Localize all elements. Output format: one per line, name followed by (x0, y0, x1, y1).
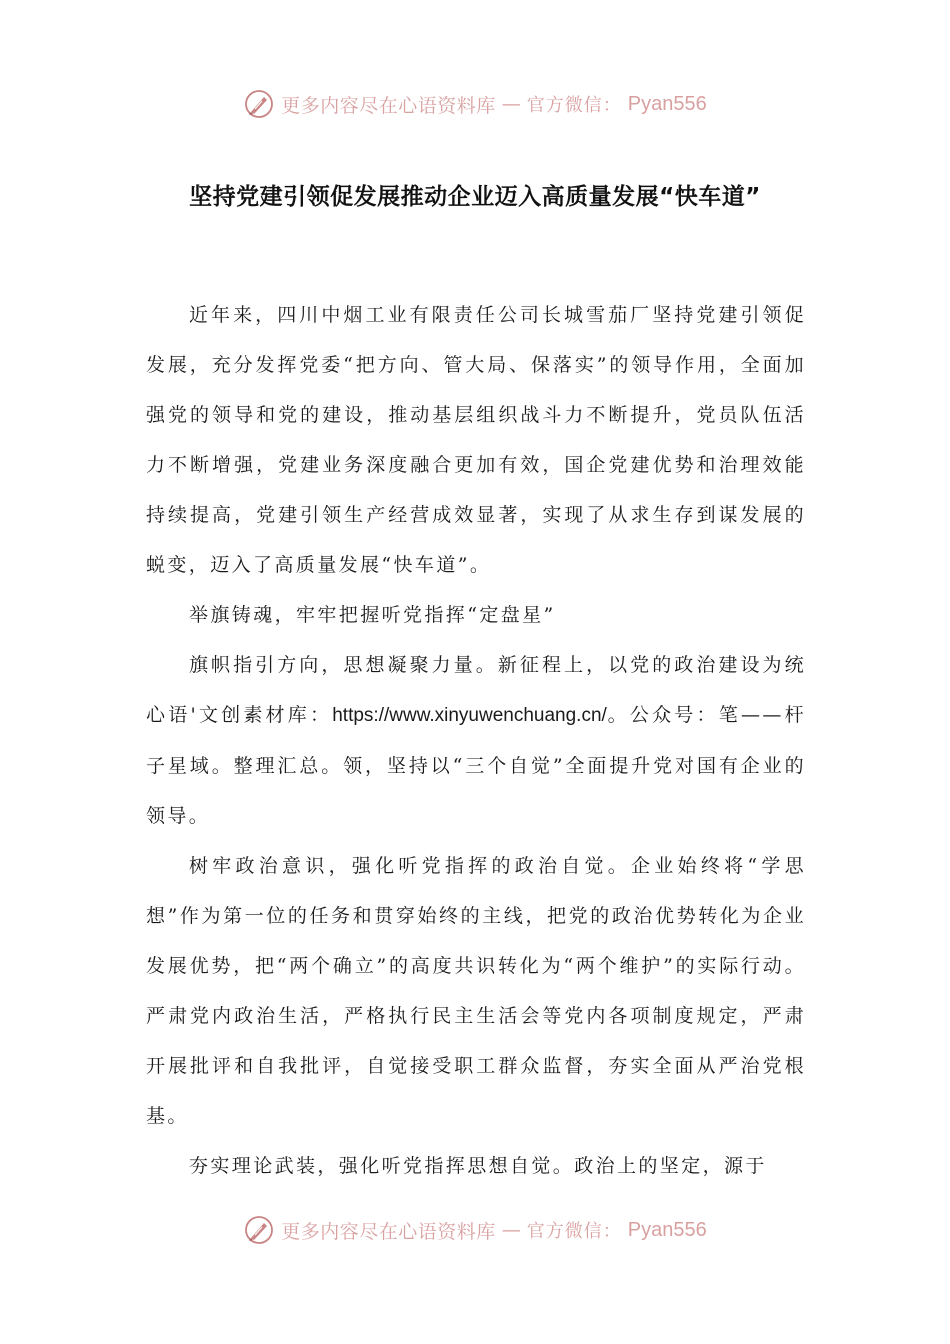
banner-library-text: 更多内容尽在心语资料库 (281, 1220, 496, 1243)
banner-wechat-id: Pyan556 (627, 1218, 707, 1241)
article-body (146, 290, 806, 1191)
footer-watermark-banner (0, 1208, 950, 1252)
banner-wechat-id: Pyan556 (627, 92, 707, 115)
banner-library-text: 更多内容尽在心语资料库 (281, 94, 496, 117)
paragraph-theory: 夯实理论武装，强化听党指挥思想自觉。政治上的坚定，源于 (189, 1155, 767, 1177)
page-title: 坚持党建引领促发展推动企业迈入高质量发展“快车道” (189, 184, 761, 210)
pen-nib-logo-icon (243, 1214, 275, 1246)
banner-wechat-label: 官方微信： (526, 95, 622, 116)
paragraph-flag (146, 640, 806, 841)
banner-wechat-label: 官方微信： (526, 1221, 622, 1242)
banner-content (243, 88, 706, 120)
section-heading-1: 举旗铸魂，牢牢把握听党指挥“定盘星” (189, 604, 556, 626)
paragraph-political: 树牢政治意识，强化听党指挥的政治自觉。企业始终将“学思想”作为第一位的任务和贯穿始终的主线，把党的政治优势转化为企业发展优势，把“两个确立”的高度共识转化为“两个维护”的实际行动。严肃党内政治生活，严格执行民主生活会等党内各项制度规定，严肃开展批评和自我批评，自觉接受职工群众监督，夯实全面从严治党根基。 (146, 855, 806, 1127)
banner-separator: — (501, 93, 521, 115)
banner-content (243, 1214, 706, 1246)
banner-separator: — (501, 1219, 521, 1241)
paragraph-flag-url: https://www.xinyuwenchuang.cn/ (332, 705, 607, 726)
header-watermark-banner (0, 82, 950, 126)
pen-nib-logo-icon (243, 88, 275, 120)
paragraph-flag-text-b: 。公众号：笔——杆子星域。整理汇总。领，坚持以“三个自觉”全面提升党对国有企业的领导。 (146, 704, 806, 827)
paragraph-flag-text-a: 旗帜指引方向，思想凝聚力量。新征程上，以党的政治建设为统心语'文创素材库： (146, 654, 806, 726)
paragraph-intro: 近年来，四川中烟工业有限责任公司长城雪茄厂坚持党建引领促发展，充分发挥党委“把方向、管大局、保落实”的领导作用，全面加强党的领导和党的建设，推动基层组织战斗力不断提升，党员队伍活力不断增强，党建业务深度融合更加有效，国企党建优势和治理效能持续提高，党建引领生产经营成效显著，实现了从求生存到谋发展的蜕变，迈入了高质量发展“快车道”。 (146, 304, 806, 576)
